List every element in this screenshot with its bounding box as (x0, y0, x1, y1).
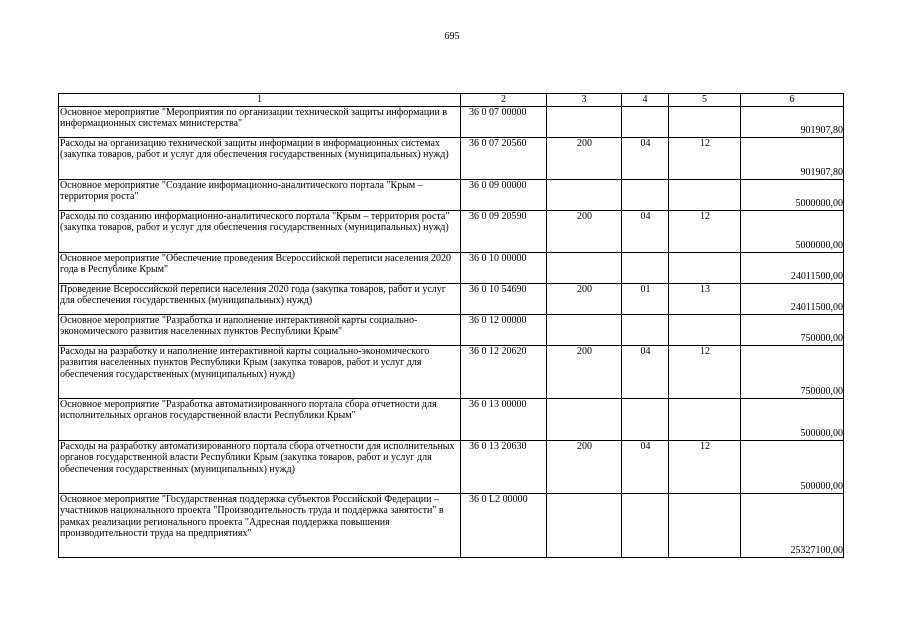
row-col3: 200 (547, 283, 622, 314)
row-amount: 901907,80 (741, 137, 844, 179)
row-description: Расходы по созданию информационно-аналитического портала "Крым – территория роста" (закупка товаров, работ и услуг для обеспечения государственных (муниципальных) нужд) (59, 210, 461, 252)
row-col5: 12 (669, 137, 741, 179)
header-cell: 2 (461, 94, 547, 107)
row-col3 (547, 252, 622, 283)
row-col5: 12 (669, 440, 741, 493)
row-amount: 24011500,00 (741, 252, 844, 283)
table-row (59, 314, 844, 345)
row-amount: 750000,00 (741, 345, 844, 398)
row-col5 (669, 493, 741, 557)
row-col4: 01 (622, 283, 669, 314)
row-col5 (669, 179, 741, 210)
row-code: 36 0 09 20590 (461, 210, 547, 252)
row-description: Основное мероприятие "Разработка и наполнение интерактивной карты социально-экономического развития населенных пунктов Республики Крым" (59, 314, 461, 345)
row-code: 36 0 12 00000 (461, 314, 547, 345)
row-amount: 500000,00 (741, 398, 844, 440)
row-col5 (669, 252, 741, 283)
row-col3 (547, 106, 622, 137)
row-col4 (622, 252, 669, 283)
table-row (59, 398, 844, 440)
table-row (59, 210, 844, 252)
row-code: 36 0 12 20620 (461, 345, 547, 398)
header-cell: 4 (622, 94, 669, 107)
row-description: Основное мероприятие "Разработка автоматизированного портала сбора отчетности для исполнительных органов государственной власти Республики Крым" (59, 398, 461, 440)
row-code: 36 0 07 00000 (461, 106, 547, 137)
row-description: Расходы на разработку и наполнение интерактивной карты социально-экономического развития населенных пунктов Республики Крым (закупка товаров, работ и услуг для обеспечения государственных (муниципальных) нужд) (59, 345, 461, 398)
row-col4 (622, 179, 669, 210)
row-description: Основное мероприятие "Мероприятия по организации технической защиты информации в информационных системах министерства" (59, 106, 461, 137)
row-amount: 500000,00 (741, 440, 844, 493)
table-row (59, 440, 844, 493)
table-row (59, 179, 844, 210)
row-col5: 12 (669, 345, 741, 398)
table-row (59, 252, 844, 283)
row-col4 (622, 106, 669, 137)
row-code: 36 0 13 00000 (461, 398, 547, 440)
row-col4: 04 (622, 210, 669, 252)
row-amount: 750000,00 (741, 314, 844, 345)
row-col5 (669, 398, 741, 440)
table-header-row (59, 94, 844, 107)
row-col4: 04 (622, 440, 669, 493)
row-col3 (547, 314, 622, 345)
row-col4 (622, 493, 669, 557)
header-cell: 6 (741, 94, 844, 107)
budget-table (58, 93, 844, 558)
row-description: Основное мероприятие "Государственная поддержка субъектов Российской Федерации – участников национального проекта "Производительность труда и поддержка занятости" в рамках реализации регионального проекта "Адресная поддержка повышения производительности труда на предприятиях" (59, 493, 461, 557)
row-col3: 200 (547, 137, 622, 179)
row-amount: 5000000,00 (741, 179, 844, 210)
row-col5 (669, 106, 741, 137)
page-number: 695 (444, 31, 460, 42)
row-col3: 200 (547, 210, 622, 252)
row-col5: 12 (669, 210, 741, 252)
row-col4: 04 (622, 137, 669, 179)
row-code: 36 0 07 20560 (461, 137, 547, 179)
row-code: 36 0 13 20630 (461, 440, 547, 493)
row-amount: 901907,80 (741, 106, 844, 137)
row-col4: 04 (622, 345, 669, 398)
row-code: 36 0 L2 00000 (461, 493, 547, 557)
table-row (59, 106, 844, 137)
row-col3 (547, 493, 622, 557)
header-cell: 1 (59, 94, 461, 107)
header-cell: 5 (669, 94, 741, 107)
row-col3 (547, 179, 622, 210)
row-col5 (669, 314, 741, 345)
row-col3 (547, 398, 622, 440)
row-col4 (622, 314, 669, 345)
row-description: Основное мероприятие "Обеспечение проведения Всероссийской переписи населения 2020 года в Республике Крым" (59, 252, 461, 283)
row-col3: 200 (547, 440, 622, 493)
row-code: 36 0 10 54690 (461, 283, 547, 314)
row-col4 (622, 398, 669, 440)
row-description: Расходы на разработку автоматизированного портала сбора отчетности для исполнительных органов государственной власти Республики Крым (закупка товаров, работ и услуг для обеспечения государственных (муниципальных) нужд) (59, 440, 461, 493)
table-row (59, 493, 844, 557)
row-code: 36 0 10 00000 (461, 252, 547, 283)
row-col3: 200 (547, 345, 622, 398)
row-description: Расходы на организацию технической защиты информации в информационных системах (закупка товаров, работ и услуг для обеспечения государственных (муниципальных) нужд) (59, 137, 461, 179)
row-amount: 5000000,00 (741, 210, 844, 252)
row-amount: 24011500,00 (741, 283, 844, 314)
row-col5: 13 (669, 283, 741, 314)
row-description: Проведение Всероссийской переписи населения 2020 года (закупка товаров, работ и услуг для обеспечения государственных (муниципальных) нужд) (59, 283, 461, 314)
table-row (59, 283, 844, 314)
row-description: Основное мероприятие "Создание информационно-аналитического портала "Крым – территория роста" (59, 179, 461, 210)
header-cell: 3 (547, 94, 622, 107)
row-code: 36 0 09 00000 (461, 179, 547, 210)
table-row (59, 137, 844, 179)
row-amount: 25327100,00 (741, 493, 844, 557)
table-row (59, 345, 844, 398)
